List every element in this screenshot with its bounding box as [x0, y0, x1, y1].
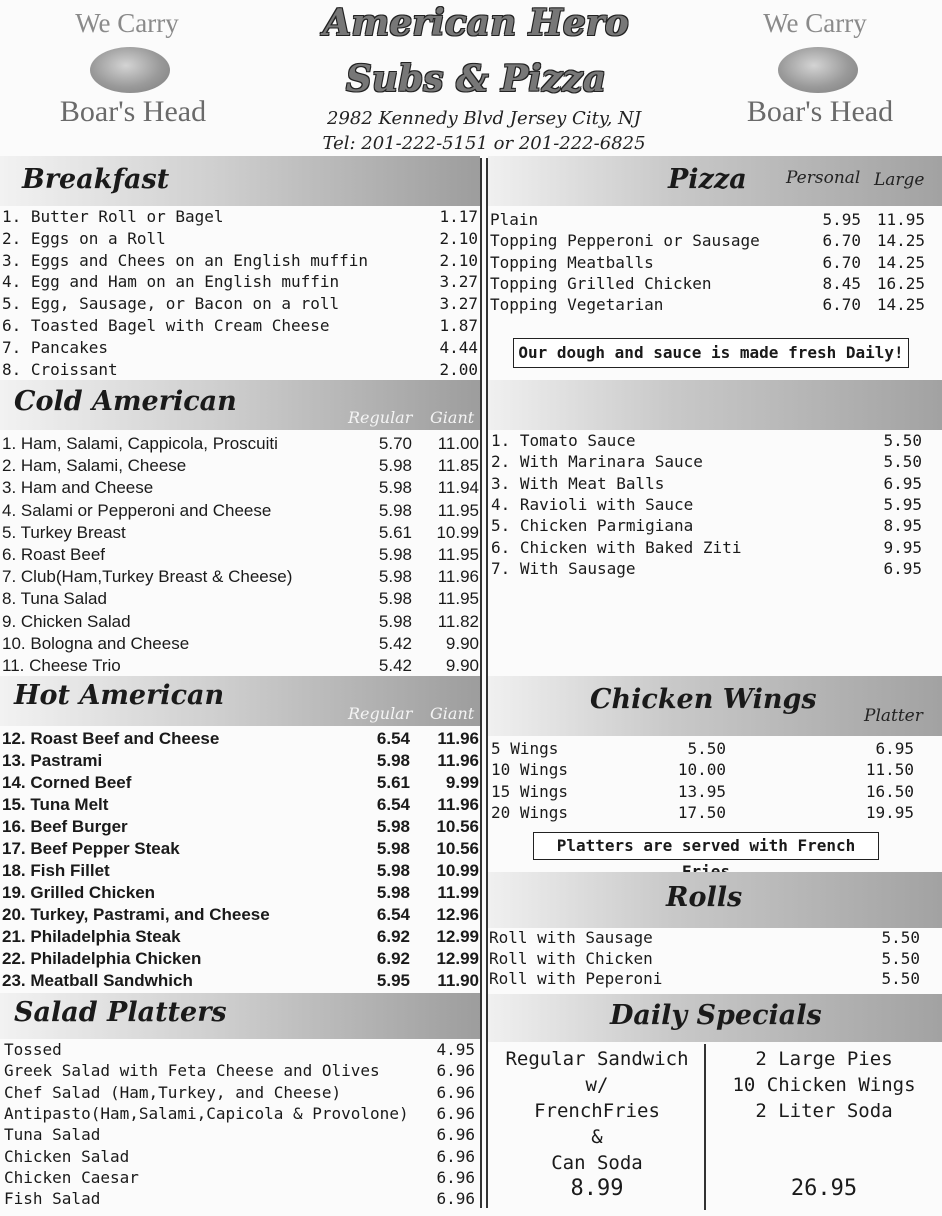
item-price: 5.95: [822, 210, 861, 229]
item-name: Topping Grilled Chicken: [490, 273, 712, 293]
item-name: 5. Chicken Parmigiana: [491, 516, 694, 536]
item-price: 5.98: [376, 839, 410, 858]
restaurant-title: American Hero: [323, 2, 629, 44]
boars-head-logo-left: [90, 47, 170, 93]
item-name: 6. Toasted Bagel with Cream Cheese: [2, 316, 330, 335]
item-price: 14.25: [876, 252, 925, 272]
item-price: 11.96: [437, 795, 479, 814]
item-price: 6.96: [436, 1082, 475, 1102]
item-price: 6.95: [875, 739, 914, 758]
special-left-line: Can Soda: [551, 1152, 643, 1174]
item-name: 14. Corned Beef: [2, 773, 132, 792]
item-price: 11.96: [437, 567, 479, 587]
item-name: 8. Croissant: [2, 359, 118, 379]
item-name: 17. Beef Pepper Steak: [2, 839, 180, 858]
logo-boars-head-left: Boar's Head: [59, 95, 207, 128]
item-price: 3.27: [439, 272, 478, 292]
item-name: Tossed: [4, 1040, 62, 1059]
rolls-title: Rolls: [666, 882, 743, 913]
pizza-col-personal: Personal: [786, 168, 861, 188]
special-left-line: Regular Sandwich: [505, 1048, 689, 1070]
item-price: 14.25: [876, 295, 925, 315]
logo-we-carry-left: We Carry: [75, 8, 179, 38]
address: 2982 Kennedy Blvd Jersey City, NJ: [327, 108, 641, 129]
wings-platter-note: Platters are served with French: [533, 832, 879, 860]
item-price: 2.00: [439, 359, 478, 379]
item-price: 9.95: [883, 537, 922, 557]
item-price: 5.98: [376, 861, 410, 880]
logo-we-carry-right: We Carry: [763, 8, 867, 38]
item-price: 6.95: [883, 473, 922, 493]
item-name: 20. Turkey, Pastrami, and Cheese: [2, 905, 270, 924]
hot-col-giant: Giant: [430, 704, 475, 723]
item-price: 9.90: [445, 656, 479, 675]
item-name: Fish Salad: [4, 1189, 101, 1209]
item-price: 14.25: [876, 231, 925, 251]
item-name: 23. Meatball Sandwhich: [2, 971, 193, 990]
item-price: 5.61: [378, 522, 412, 542]
item-price: 9.90: [445, 633, 479, 653]
item-price: 11.94: [437, 478, 479, 498]
item-price: 6.96: [436, 1146, 475, 1166]
item-price: 11.00: [437, 434, 479, 453]
item-price: 11.96: [437, 751, 479, 770]
item-name: Chef Salad (Ham,Turkey, and Cheese): [4, 1082, 342, 1102]
item-price: 5.98: [378, 567, 412, 587]
breakfast-title: Breakfast: [22, 164, 170, 195]
item-price: 8.45: [822, 273, 861, 293]
item-price: 11.90: [437, 971, 479, 990]
cold-col-giant: Giant: [430, 408, 475, 427]
special-right-desc: [706, 1046, 942, 1124]
cold-american-title: Cold American: [14, 386, 237, 417]
item-price: 6.70: [822, 231, 861, 251]
item-price: 16.25: [876, 273, 925, 293]
item-price: 11.85: [437, 456, 479, 476]
item-name: 1. Tomato Sauce: [491, 431, 636, 450]
item-name: 5. Egg, Sausage, or Bacon on a roll: [2, 294, 340, 314]
item-name: Roll with Chicken: [489, 948, 653, 968]
item-price: 12.99: [436, 949, 479, 968]
special-left-price: 8.99: [570, 1176, 624, 1201]
item-name: 3. Eggs and Chees on an English muffin: [2, 250, 369, 270]
item-price: 4.44: [439, 337, 478, 357]
item-price: 6.70: [822, 252, 861, 272]
item-price: 6.54: [376, 795, 410, 814]
item-name: 21. Philadelphia Steak: [2, 927, 181, 946]
item-price: 5.98: [376, 817, 410, 836]
special-right-line: 2 Large Pies: [755, 1048, 893, 1070]
item-price: 6.96: [436, 1061, 475, 1081]
item-price: 5.98: [376, 883, 410, 902]
item-name: 7. Pancakes: [2, 337, 108, 357]
item-price: 11.95: [437, 545, 479, 564]
item-price: 5.42: [378, 633, 412, 653]
item-price: 5.50: [687, 739, 726, 758]
item-name: 10 Wings: [491, 760, 569, 780]
item-name: 4. Ravioli with Sauce: [491, 494, 694, 514]
item-price: 6.96: [436, 1189, 475, 1209]
item-name: 4. Egg and Ham on an English muffin: [2, 272, 340, 292]
item-price: 8.95: [883, 516, 922, 536]
item-price: 5.95: [883, 494, 922, 514]
item-price: 5.50: [881, 969, 920, 989]
item-price: 13.95: [677, 781, 726, 801]
item-price: 6.92: [376, 949, 410, 968]
item-name: 5. Turkey Breast: [2, 522, 126, 542]
item-price: 10.56: [436, 839, 479, 858]
daily-specials-title: Daily Specials: [610, 1000, 822, 1031]
item-price: 6.96: [436, 1125, 475, 1145]
salad-platters-title: Salad Platters: [14, 997, 227, 1028]
item-name: 4. Salami or Pepperoni and Cheese: [2, 500, 272, 520]
hot-col-regular: Regular: [348, 704, 413, 723]
phone: Tel: 201-222-5151 or 201-222-6825: [322, 133, 646, 154]
special-right-line: 10 Chicken Wings: [732, 1074, 916, 1096]
item-price: 11.96: [437, 729, 479, 748]
item-price: 2.10: [439, 228, 478, 248]
item-price: 6.96: [436, 1103, 475, 1123]
special-left-desc: [490, 1046, 704, 1176]
item-name: Greek Salad with Feta Cheese and Olives: [4, 1061, 380, 1081]
item-price: 2.10: [439, 250, 478, 270]
item-name: 11. Cheese Trio: [2, 656, 121, 675]
item-name: 2. With Marinara Sauce: [491, 452, 703, 472]
item-price: 5.98: [378, 456, 412, 476]
item-name: 3. Ham and Cheese: [2, 478, 154, 498]
item-price: 5.98: [378, 589, 412, 609]
item-name: 16. Beef Burger: [2, 817, 128, 836]
item-name: 15. Tuna Melt: [2, 795, 109, 814]
item-price: 5.95: [376, 971, 410, 990]
item-name: 1. Butter Roll or Bagel: [2, 207, 224, 226]
item-price: 6.92: [376, 927, 410, 946]
item-price: 5.98: [378, 611, 412, 631]
special-right-price: 26.95: [790, 1176, 858, 1201]
item-price: 11.99: [437, 883, 479, 902]
item-name: 7. With Sausage: [491, 558, 636, 578]
item-name: Chicken Caesar: [4, 1167, 139, 1187]
special-left-line: &: [591, 1126, 603, 1148]
item-price: 5.98: [378, 478, 412, 498]
item-name: Roll with Peperoni: [489, 969, 663, 989]
item-price: 17.50: [677, 802, 726, 822]
item-price: 5.50: [883, 452, 922, 472]
wings-col-platter: Platter: [864, 706, 923, 726]
item-price: 6.54: [376, 905, 410, 924]
item-name: 19. Grilled Chicken: [2, 883, 156, 902]
boars-head-logo-right: [778, 47, 858, 93]
item-price: 11.82: [437, 611, 479, 631]
item-price: 5.61: [376, 773, 410, 792]
logo-boars-head-right: Boar's Head: [746, 95, 894, 128]
item-price: 4.95: [436, 1040, 475, 1059]
special-left-line: w/: [585, 1074, 609, 1096]
item-name: Topping Meatballs: [490, 252, 654, 272]
item-name: 18. Fish Fillet: [2, 861, 110, 880]
item-name: 20 Wings: [491, 802, 569, 822]
item-name: Plain: [490, 210, 539, 229]
item-price: 19.95: [865, 802, 914, 822]
item-name: 10. Bologna and Cheese: [2, 633, 190, 653]
item-price: 5.98: [378, 500, 412, 520]
item-name: 8. Tuna Salad: [2, 589, 107, 609]
item-price: 9.99: [445, 773, 479, 792]
item-price: 6.96: [436, 1167, 475, 1187]
item-name: 6. Roast Beef: [2, 545, 106, 564]
item-price: 5.42: [378, 656, 412, 675]
item-price: 11.50: [865, 760, 914, 780]
item-name: 22. Philadelphia Chicken: [2, 949, 202, 968]
item-name: 6. Chicken with Baked Ziti: [491, 537, 742, 557]
item-price: 5.50: [881, 928, 920, 947]
item-name: 5 Wings: [491, 739, 559, 758]
special-right-line: 2 Liter Soda: [755, 1100, 893, 1122]
item-price: 6.54: [376, 729, 410, 748]
item-name: 9. Chicken Salad: [2, 611, 131, 631]
item-name: Topping Pepperoni or Sausage: [490, 231, 760, 251]
special-left-line: FrenchFries: [534, 1100, 660, 1122]
item-price: 6.70: [822, 295, 861, 315]
item-price: 10.00: [677, 760, 726, 780]
item-name: 3. With Meat Balls: [491, 473, 665, 493]
item-price: 11.95: [437, 500, 479, 520]
restaurant-subtitle: Subs & Pizza: [345, 58, 607, 100]
item-name: 2. Eggs on a Roll: [2, 228, 166, 248]
item-name: Antipasto(Ham,Salami,Capicola & Provolone): [4, 1103, 409, 1123]
item-name: 13. Pastrami: [2, 751, 103, 770]
item-price: 3.27: [439, 294, 478, 314]
item-price: 10.99: [436, 861, 479, 880]
item-name: 2. Ham, Salami, Cheese: [2, 456, 187, 476]
cold-col-regular: Regular: [348, 408, 413, 427]
item-name: Chicken Salad: [4, 1146, 130, 1166]
item-price: 1.87: [439, 316, 478, 335]
item-name: 15 Wings: [491, 781, 569, 801]
pasta-header-band: [488, 380, 942, 430]
item-price: 5.50: [881, 948, 920, 968]
pizza-title: Pizza: [668, 164, 747, 195]
item-name: 12. Roast Beef and Cheese: [2, 729, 220, 748]
item-price: 5.70: [378, 434, 412, 453]
item-price: 10.56: [436, 817, 479, 836]
item-price: 11.95: [876, 210, 925, 229]
item-name: 7. Club(Ham,Turkey Breast & Cheese): [2, 567, 293, 587]
item-price: 12.99: [436, 927, 479, 946]
item-price: 16.50: [865, 781, 914, 801]
item-price: 1.17: [439, 207, 478, 226]
item-price: 12.96: [436, 905, 479, 924]
item-price: 10.99: [436, 522, 479, 542]
item-price: 5.50: [883, 431, 922, 450]
chicken-wings-title: Chicken Wings: [590, 684, 817, 715]
item-name: Roll with Sausage: [489, 928, 653, 947]
hot-american-title: Hot American: [14, 680, 225, 711]
item-name: Tuna Salad: [4, 1125, 101, 1145]
column-divider-left: [480, 158, 482, 1208]
item-name: 1. Ham, Salami, Cappicola, Proscuiti: [2, 434, 278, 453]
item-price: 11.95: [437, 589, 479, 609]
item-price: 5.98: [376, 751, 410, 770]
pizza-fresh-note: Our dough and sauce is made fresh Daily!: [513, 338, 909, 368]
pizza-col-large: Large: [874, 170, 925, 190]
item-price: 6.95: [883, 558, 922, 578]
item-name: Topping Vegetarian: [490, 295, 664, 315]
item-price: 5.98: [378, 545, 412, 564]
